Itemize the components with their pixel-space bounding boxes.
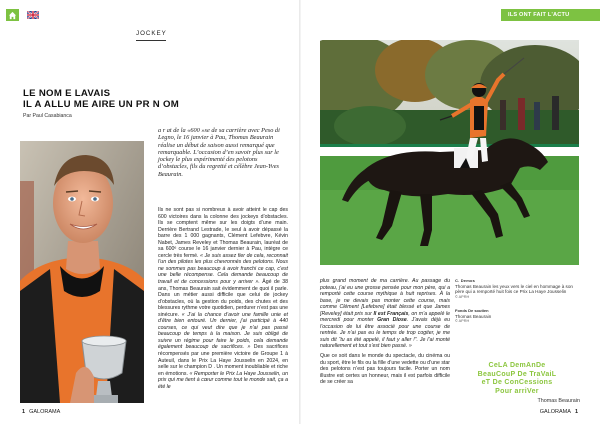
horse-name: Gran Diose: [377, 317, 407, 324]
pull-quote-line: Pour arriVer: [495, 387, 539, 395]
body-column-left: [158, 207, 288, 390]
caption-text: Thomas Beaurain: [455, 313, 492, 319]
jockey-portrait-photo: [20, 141, 144, 403]
byline: Par Paul Casabianca: [23, 113, 72, 119]
pull-quote-line: BeauCouP De TraVaiL: [477, 370, 557, 378]
race-finish-photo: [320, 40, 579, 265]
body-paragraph: Que ce soit dans le monde du spectacle, du cinéma ou du sport, être le fils ou la fille d’une vedette ou d’une star des pelotons n’est pas toujours facile. Porter un nom illustre est certes un honneur, mais il est parfois difficile de se créer sa: [320, 353, 450, 386]
pull-quote-author: Thomas Beaurain: [537, 398, 580, 404]
photo-credit: © APRH: [455, 294, 470, 299]
folio-left: [22, 409, 60, 415]
photo-caption-1: [455, 278, 583, 300]
rubric-label: JOCKEY: [136, 30, 167, 37]
page-number: 1: [574, 409, 578, 415]
caption-text: Thomas Beaurain les yeux vers le ciel en hommage à son père qui a remporté huit fois ce Prix La Haye Jousselin: [455, 283, 573, 295]
uk-flag-icon[interactable]: [27, 11, 39, 19]
page-number: 1: [22, 409, 26, 415]
folio-right: [540, 409, 578, 415]
section-tag[interactable]: ILS ONT FAIT L'ACTU: [501, 9, 600, 21]
body-column-right: [320, 278, 450, 386]
quote-text: « Je suis assez fier de cela, reconnait l’un des pilotes les plus chevronnés des pelotons. Nous ne sommes pas beaucoup à avoir franchi ce cap, c’est une belle récompense. Cela demande beaucoup de travail et de concessions pour y arriver ».: [158, 252, 288, 286]
caption-label: C. Demos: [455, 278, 476, 283]
quote-text: plus grand moment de ma carrière. Au passage du poteau, j’ai eu une grosse pensée pour mon père, qui a remporté cette course mythique à huit reprises. À la base, je ne devais pas monter cette course, mais comme Clément [Lefebvre] était blessé et que James [Reveley] était pris sur: [320, 278, 450, 317]
rubric-underline: [136, 40, 166, 41]
title-line-1: LE NOM E LAVAIS: [23, 88, 111, 99]
magazine-name: GALORAMA: [29, 409, 61, 415]
pull-quote: [454, 362, 580, 396]
body-paragraph: [320, 278, 450, 350]
body-text: Ils ne sont pas si nombreux à avoir atteint le cap des 600 victoires dans la colonne des jockeys d’obstacles. Ils se comptent même sur les doigts d’une main. Derrière Bertrand Lestrade, le seul à avoir dépassé la barre des 1 000 gagnants, Clément Lefebvre, Kévin Nabet, James Reveley et Thomas Beaurain, lauréat de sa 600ᵉ course le 16 janvier dernier à Pau, intègre ce cercle très fermé.: [158, 207, 288, 259]
home-button[interactable]: [6, 9, 19, 21]
magazine-name: GALORAMA: [539, 409, 571, 415]
home-icon: [8, 11, 17, 20]
caption-label: Fonds De soutien: [455, 308, 489, 313]
quote-text: « Remporter le Prix La Haye Jousselin, un prix qui me tient à cœur comme tout le monde sait, ça a été le: [158, 370, 288, 390]
article-title: [23, 88, 179, 110]
horse-name: Il est Français: [373, 310, 409, 317]
pull-quote-line: CeLA DemAnDe: [488, 362, 546, 369]
page-gutter: [299, 0, 301, 424]
pull-quote-line: eT De ConCessions: [481, 379, 553, 387]
lead-paragraph: a r at de la «600 »se de sa carrière avec Peso di Legno, le 16 janvier à Pau, Thomas Beaurain réalise un début de saison aussi remarqué que remarquable. L’occasion d’en savoir plus sur le jockey le plus expérimenté des pelotons d’obstacles, fils du regretté et célèbre Jean-Yves Beaurain.: [158, 127, 280, 178]
quote-text: . J’avais déjà eu l’occasion de lui être associé pour une course de rentrée. Je n’ai pas eu le temps de trop cogiter, je me suis dit “tu as été appelé, il faut y aller !”. Je l’ai monté naturellement et tout s’est bien passé. »: [320, 317, 450, 350]
quote-text: « J’ai la chance d’avoir une famille unie et d’être bien entouré. Un dernier, j’ai participé à 440 courses, ce qui veut dire que je n’ai pas passé beaucoup de temps à la maison. Je suis obligé de suivre un régime pour faire le poids, cela demande également beaucoup de sacrifices. »: [158, 311, 288, 351]
photo-caption-2: [455, 308, 583, 325]
photo-credit: © APRH: [455, 319, 470, 324]
body-text: Des sacrifices récompensés par une première victoire de Groupe 1 à Auteuil, dans le Prix La Haye Jousselin en 2024, en selle sur le champion D . Un moment inoubliable et riche en émotions.: [158, 344, 288, 377]
quote-text: , on m’a appelé le mercredi pour monter: [320, 310, 450, 324]
title-line-2: IL A ALLU ME AIRE UN PR N OM: [23, 99, 180, 110]
body-text: Âgé de 38 ans, Thomas Beaurain sait évidemment de quoi il parle. Dans un métier aussi difficile que celui de jockey d’obstacles, où la gestion du poids, des chutes et des blessures rythme votre quotidien, perdurer n’est pas une sinécure.: [158, 279, 288, 318]
